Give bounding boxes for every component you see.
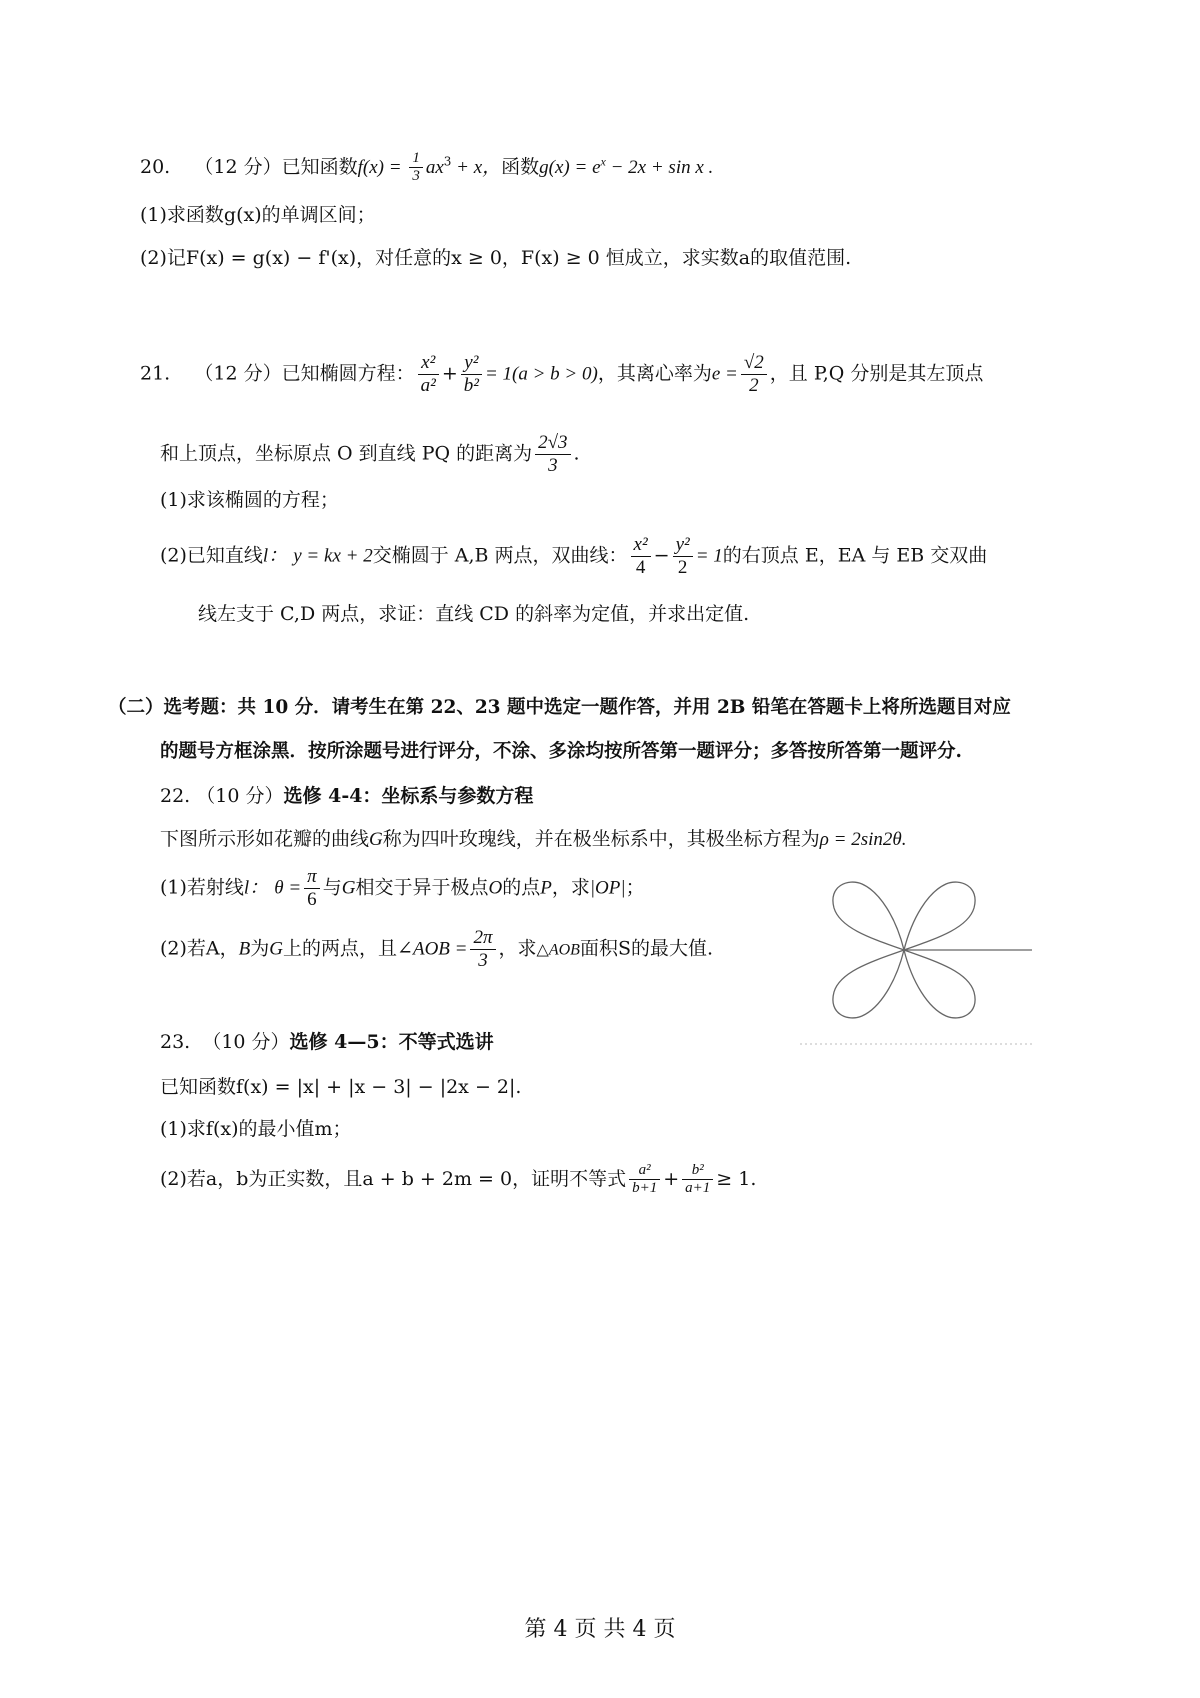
q22-part2-num: 2π: [470, 927, 495, 950]
q21-part2-b: 交椭圆于 A,B 两点，双曲线：: [372, 544, 628, 567]
q21-part2-c: 的右顶点 E，EA 与 EB 交双曲: [722, 544, 988, 567]
q23-frac2-den: a+1: [685, 1180, 711, 1197]
q22-part1-b: 与: [322, 876, 342, 899]
q22-part2: [160, 927, 713, 972]
q23-part2-end: ≥ 1.: [716, 1167, 757, 1190]
q23-stem: 已知函数f(x) = |x| + |x − 3| − |2x − 2|.: [160, 1076, 522, 1098]
q20-f-rest: ax: [425, 156, 444, 178]
q22-part2-c: 上的两点，且: [283, 937, 398, 960]
q22-part1-frac: [304, 866, 320, 911]
q22-part2-sep: ，: [219, 937, 239, 960]
q21-part2-a: (2)已知直线: [160, 544, 263, 567]
q22-part2-g: G: [269, 938, 284, 960]
q21-ellipse-tail: = 1(a > b > 0): [484, 363, 598, 385]
elective-line2: 的题号方框涂黑．按所涂题号进行评分，不涂、多涂均按所答第一题评分；多答按所答第一题评分.: [160, 741, 962, 762]
q20-f-tail: + x，: [451, 156, 502, 178]
q22-part1: [160, 866, 645, 911]
q22-part2-d: ，求: [498, 937, 537, 960]
q21-part2: [160, 534, 987, 579]
q21-hyp-num2: y²: [673, 534, 693, 557]
q20-part1: (1)求函数g(x)的单调区间；: [140, 204, 376, 226]
q22-stem: [160, 827, 906, 853]
q23-frac1: [629, 1162, 660, 1198]
page-footer: 第 4 页 共 4 页: [524, 1617, 676, 1642]
q22-part1-g: G: [341, 877, 356, 899]
q22-part2-B: B: [238, 938, 251, 960]
q21-stem: [140, 352, 983, 397]
q22-part1-p: P: [540, 877, 552, 899]
q21-hyp-tail: = 1: [695, 545, 723, 567]
q21-ellipse-num2: y²: [461, 352, 482, 375]
rose-petal-lower-left: [833, 950, 904, 1018]
q23-part2-a: (2)若a，b为正实数，且a + b + 2m = 0，证明不等式: [160, 1167, 627, 1190]
q23-frac2: [682, 1162, 713, 1198]
rose-petal-upper-right: [904, 882, 975, 950]
q21-part2-l: l：: [262, 545, 288, 567]
q22-part2-den: 3: [478, 949, 488, 971]
q21-dist-den: 3: [548, 454, 558, 476]
q22-title: 选修 4-4：坐标系与参数方程: [283, 785, 534, 807]
q22-part2-angle: ∠AOB =: [397, 938, 468, 960]
q22-part2-tri: △AOB: [536, 941, 580, 959]
q20-f-lhs: f(x) =: [357, 156, 407, 178]
q23-frac2-num: b²: [682, 1162, 713, 1180]
q22-score: （10 分）: [196, 785, 284, 807]
q22-part1-o: O: [488, 877, 503, 899]
q21-dist-frac: [535, 432, 570, 477]
q23-part2: [160, 1162, 756, 1198]
q21-hyp-den1: 4: [635, 556, 646, 578]
q20-stem: [140, 150, 713, 186]
q22-number: 22.: [160, 785, 191, 807]
q22-part2-frac: [470, 927, 495, 972]
rose-petal-lower-right: [904, 950, 975, 1018]
q23-part1: (1)求f(x)的最小值m；: [160, 1118, 352, 1140]
elective-line1: （二）选考题：共 10 分．请考生在第 22、23 题中选定一题作答，并用 2B 铅笔在答题卡上将所选题目对应: [108, 697, 1011, 718]
q20-f-frac: [409, 150, 423, 186]
q21-part1: (1)求该椭圆的方程；: [160, 489, 339, 511]
q20-part2: (2)记F(x) = g(x) − f'(x)，对任意的x ≥ 0，F(x) ≥ 0 恒成立，求实数a的取值范围.: [140, 247, 852, 269]
q21-dist-num: 2√3: [535, 432, 570, 455]
q23-frac1-num: a²: [629, 1162, 660, 1180]
q20-g-text: 函数: [501, 155, 540, 178]
q20-g-exp: x: [600, 154, 606, 169]
q22-part1-theta: θ =: [274, 877, 302, 899]
q22-part1-num: π: [304, 866, 320, 889]
q22-part1-c: 相交于异于极点: [355, 876, 489, 899]
q22-part1-den: 6: [307, 888, 317, 910]
q23-score: （10 分）: [202, 1031, 290, 1053]
q22-part1-a: (1)若射线: [160, 876, 244, 899]
q20-f-exp: 3: [443, 154, 452, 169]
q20-g-expr: g(x) = e: [539, 156, 601, 178]
q21-ellipse-num1: x²: [418, 352, 439, 375]
q20-number: 20.: [140, 155, 171, 178]
q20-stem-prefix: 已知函数: [281, 155, 358, 178]
q22-part2-b: 为: [250, 937, 270, 960]
q21-stem-end: ，且 P,Q 分别是其左顶点: [769, 362, 984, 385]
q21-ecc-lhs: e =: [711, 363, 738, 385]
q22-part1-d: 的点: [502, 876, 541, 899]
q21-ellipse-plus: +: [441, 362, 458, 385]
q20-f-frac-num: 1: [409, 150, 423, 168]
q20-f-frac-den: 3: [412, 168, 420, 185]
q23-title: 选修 4—5：不等式选讲: [289, 1031, 494, 1053]
q23-plus: +: [663, 1167, 680, 1190]
q21-hyp-num1: x²: [631, 534, 651, 557]
q22-part1-l: l：: [243, 877, 269, 899]
q22-stem-eq: ρ = 2sin2θ.: [819, 829, 907, 850]
q20-score: （12 分）: [194, 155, 282, 178]
q22-stem-g: G: [369, 829, 383, 850]
q21-hyp-den2: 2: [677, 556, 688, 578]
q21-part2-line: y = kx + 2: [293, 545, 373, 567]
q20-g-tail: − 2x + sin x .: [605, 156, 714, 178]
q21-ecc-text: ，其离心率为: [597, 362, 712, 385]
q21-hyp-frac1: [631, 534, 651, 579]
q22-part1-f: ；: [625, 876, 645, 899]
q22-stem-mid: 称为四叶玫瑰线，并在极坐标系中，其极坐标方程为: [382, 828, 820, 850]
q21-dist-end: .: [573, 442, 580, 465]
q22-part1-op: |OP|: [589, 877, 626, 899]
q23-heading: [160, 1030, 494, 1055]
q21-ellipse-frac1: [418, 352, 439, 397]
q21-ecc-num: √2: [741, 352, 767, 375]
q21-ellipse-den1: a²: [420, 374, 436, 396]
q21-ecc-den: 2: [749, 374, 759, 396]
q21-number: 21.: [140, 362, 171, 385]
q21-part2-d: 线左支于 C,D 两点，求证：直线 CD 的斜率为定值，并求出定值.: [198, 603, 750, 625]
q21-ellipse-den2: b²: [463, 374, 479, 396]
q21-line2: [160, 432, 580, 477]
q21-hyp-frac2: [673, 534, 693, 579]
q22-part2-e: 面积S的最大值.: [579, 937, 713, 960]
four-leaf-rose-figure: [800, 868, 1060, 1048]
q21-stem-prefix: 已知椭圆方程：: [281, 362, 415, 385]
q21-score: （12 分）: [194, 362, 282, 385]
q22-part1-e: ，求: [551, 876, 590, 899]
q21-line2-text: 和上顶点，坐标原点 O 到直线 PQ 的距离为: [160, 442, 533, 465]
q22-stem-text: 下图所示形如花瓣的曲线: [160, 828, 370, 850]
q21-ecc-frac: [741, 352, 767, 397]
q22-heading: [160, 784, 533, 809]
q22-part2-a: (2)若: [160, 937, 206, 960]
q23-frac1-den: b+1: [632, 1180, 658, 1197]
q23-number: 23.: [160, 1031, 191, 1053]
q21-hyp-minus: −: [653, 544, 670, 567]
q21-ellipse-frac2: [461, 352, 482, 397]
q22-part2-A: A: [205, 937, 220, 960]
rose-petal-upper-left: [833, 882, 904, 950]
